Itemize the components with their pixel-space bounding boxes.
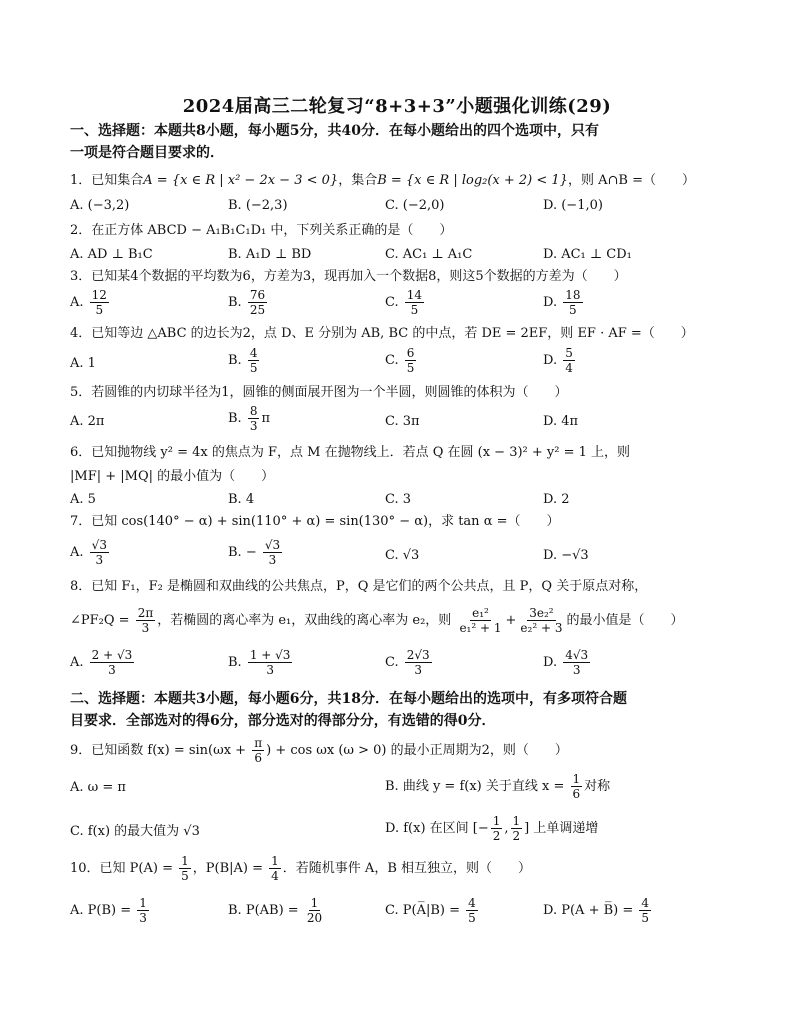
q8-angle-fraction: [136, 606, 156, 635]
q7-a-num: √3: [91, 538, 107, 552]
q3-c-num: 14: [406, 288, 423, 302]
q9-b-num: 1: [572, 772, 581, 786]
q1-option-c: C. (−2,0): [385, 198, 445, 213]
q3-d-fraction: [563, 288, 582, 317]
q8-f1-den: e₁² + 1: [459, 621, 502, 635]
q1-set-a: A = {x ∈ R | x² − 2x − 3 < 0}: [143, 173, 339, 188]
q6-option-a: A. 5: [70, 492, 96, 507]
q8-a-fraction: [90, 648, 135, 677]
q5-option-a: A. 2π: [70, 414, 105, 429]
section-2-heading-line2: 目要求．全部选对的得6分，部分选对的得部分分，有选错的得0分．: [70, 713, 496, 729]
q9-b-den: 6: [572, 787, 581, 801]
q1-stem-post: ，则 A∩B =（ ）: [567, 173, 695, 188]
q10-option-b: [228, 896, 326, 925]
q4-d-num: 5: [565, 346, 573, 360]
question-2-stem: 2．在正方体 ABCD − A₁B₁C₁D₁ 中，下列关系正确的是（ ）: [70, 223, 453, 238]
q5-b-pi: π: [261, 411, 271, 426]
q9-option-a: A. ω = π: [70, 780, 126, 795]
q4-option-a: A. 1: [70, 356, 96, 371]
q9-option-c: C. f(x) 的最大值为 √3: [70, 824, 200, 839]
q8-stem-post: 的最小值是（ ）: [566, 613, 684, 628]
q7-a-fraction: [90, 538, 109, 567]
q3-b-num: 76: [249, 288, 266, 302]
q3-a-label: A.: [70, 295, 84, 310]
q9-b-pre: B. 曲线 y = f(x) 关于直线 x =: [385, 779, 565, 794]
q1-stem-pre: 1．已知集合: [70, 173, 144, 188]
question-8-stem-line2: [70, 606, 730, 635]
q3-d-den: 5: [569, 303, 577, 317]
q2-option-c: C. AC₁ ⊥ A₁C: [385, 247, 473, 262]
q4-option-b: [228, 346, 261, 375]
q8-angle-den: 3: [141, 621, 150, 635]
q10-stem-post: ．若随机事件 A，B 相互独立，则（ ）: [282, 861, 532, 876]
q10-d-num: 4: [641, 896, 650, 910]
q9-d-post: ] 上单调递增: [524, 821, 599, 836]
q5-option-d: D. 4π: [543, 414, 579, 429]
q3-b-label: B.: [228, 295, 242, 310]
section-1-heading: [70, 120, 730, 164]
q6-option-c: C. 3: [385, 492, 412, 507]
q8-angle-label: ∠PF₂Q =: [70, 613, 130, 628]
q7-b-num: √3: [264, 538, 281, 552]
q10-pa-den: 5: [181, 869, 189, 883]
q6-option-d: D. 2: [543, 492, 570, 507]
q4-c-fraction: [405, 346, 417, 375]
q7-option-c: C. √3: [385, 548, 420, 563]
q8-expr-fraction-2: [518, 606, 564, 635]
question-6-stem-line2: |MF| + |MQ| 的最小值为（ ）: [70, 469, 275, 484]
section-2-heading: [70, 688, 730, 732]
q8-c-fraction: [405, 648, 432, 677]
page-title: 2024届高三二轮复习“8+3+3”小题强化训练(29): [182, 96, 612, 117]
q8-option-d: [543, 648, 592, 677]
q4-c-label: C.: [385, 353, 399, 368]
q7-b-fraction: [263, 538, 282, 567]
q9-d-fraction-2: [511, 814, 523, 843]
q4-b-fraction: [248, 346, 260, 375]
q3-c-fraction: [405, 288, 424, 317]
question-1-stem: [70, 172, 730, 190]
q9-option-d: [385, 814, 598, 843]
q4-d-label: D.: [543, 353, 558, 368]
q10-option-a: [70, 896, 151, 925]
q3-d-num: 18: [565, 288, 581, 302]
q10-option-c: [385, 896, 480, 925]
q7-option-a: [70, 538, 111, 567]
q10-stem-mid: ，P(B|A) =: [192, 861, 264, 876]
q9-b-fraction: [571, 772, 583, 801]
q1-option-a: A. (−3,2): [70, 198, 130, 213]
q10-option-d: [543, 896, 653, 925]
q8-angle-num: 2π: [137, 606, 154, 620]
q8-option-a: [70, 648, 136, 677]
q2-option-d: D. AC₁ ⊥ CD₁: [543, 247, 632, 262]
q4-d-fraction: [563, 346, 575, 375]
q9-d-sep: ,: [504, 821, 509, 836]
question-4-stem: 4．已知等边 △ABC 的边长为2，点 D、E 分别为 AB, BC 的中点，若 DE = 2EF，则 EF · AF =（ ）: [70, 326, 694, 341]
q10-pba-fraction: [269, 854, 281, 883]
q8-c-num: 2√3: [406, 648, 430, 662]
q1-option-b: B. (−2,3): [228, 198, 288, 213]
q9-d-num2: 1: [512, 814, 521, 828]
q8-f2-num: 3e₂²: [529, 606, 554, 620]
q3-c-den: 5: [410, 303, 419, 317]
q10-pba-num: 1: [271, 854, 279, 868]
q3-a-num: 12: [91, 288, 107, 302]
q8-d-label: D.: [543, 655, 558, 670]
q10-d-den: 5: [641, 911, 650, 925]
q3-a-den: 5: [95, 303, 104, 317]
q9-d-fraction-1: [491, 814, 503, 843]
q9-d-pre: D. f(x) 在区间 [−: [385, 821, 489, 836]
q4-d-den: 4: [565, 361, 573, 375]
q8-stem-mid: ，若椭圆的离心率为 e₁，双曲线的离心率为 e₂，则: [157, 613, 452, 628]
q10-c-num: 4: [468, 896, 476, 910]
q8-a-den: 3: [108, 663, 116, 677]
q1-set-b: B = {x ∈ R | log₂(x + 2) < 1}: [377, 173, 568, 188]
q8-b-den: 3: [266, 663, 274, 677]
q4-b-den: 5: [249, 361, 258, 375]
q4-option-d: [543, 346, 577, 375]
question-10-stem: [70, 854, 730, 883]
q1-stem-mid: ，集合: [338, 173, 378, 188]
q4-c-den: 5: [406, 361, 415, 375]
q9-b-post: 对称: [584, 779, 611, 794]
q8-b-fraction: [248, 648, 293, 677]
section-1-heading-line2: 一项是符合题目要求的．: [70, 145, 224, 161]
q2-option-a: A. AD ⊥ B₁C: [70, 247, 153, 262]
q10-c-fraction: [466, 896, 478, 925]
q8-b-label: B.: [228, 655, 242, 670]
q5-b-den: 3: [249, 419, 258, 433]
question-7-stem: 7．已知 cos(140° − α) + sin(110° + α) = sin(130° − α)，求 tan α =（ ）: [70, 514, 560, 529]
q9-d-num1: 1: [492, 814, 501, 828]
q3-c-label: C.: [385, 295, 399, 310]
q8-expr-fraction-1: [457, 606, 503, 635]
q3-a-fraction: [90, 288, 109, 317]
q8-f1-num: e₁²: [472, 606, 489, 620]
q8-d-den: 3: [572, 663, 581, 677]
q7-a-label: A.: [70, 545, 84, 560]
question-3-stem: 3．已知某4个数据的平均数为6，方差为3，现再加入一个数据8，则这5个数据的方差为（ ）: [70, 269, 627, 284]
q10-a-pre: A. P(B) =: [70, 903, 132, 918]
q10-d-fraction: [639, 896, 651, 925]
q10-a-num: 1: [139, 896, 147, 910]
section-1-heading-line1: 一、选择题：本题共8小题，每小题5分，共40分．在每小题给出的四个选项中，只有: [70, 123, 599, 139]
q10-c-pre: C. P(A̅|B) =: [385, 903, 460, 918]
q7-b-label: B. −: [228, 545, 257, 560]
q8-d-fraction: [563, 648, 590, 677]
q10-a-fraction: [137, 896, 149, 925]
q1-option-d: D. (−1,0): [543, 198, 603, 213]
q3-option-c: [385, 288, 426, 317]
q4-option-c: [385, 346, 418, 375]
q3-b-fraction: [248, 288, 267, 317]
q9-stem-pre: 9．已知函数 f(x) = sin(ωx +: [70, 743, 247, 758]
q8-a-label: A.: [70, 655, 84, 670]
q8-a-num: 2 + √3: [91, 648, 133, 662]
q8-c-den: 3: [414, 663, 423, 677]
question-8-stem-line1: 8．已知 F₁，F₂ 是椭圆和双曲线的公共焦点，P，Q 是它们的两个公共点，且 P，Q 关于原点对称，: [70, 579, 648, 594]
question-9-stem: [70, 736, 730, 765]
q7-option-d: D. −√3: [543, 548, 589, 563]
q5-b-num: 8: [249, 404, 258, 418]
q10-b-pre: B. P(AB) =: [228, 903, 299, 918]
q9-stem-post: ) + cos ωx (ω > 0) 的最小正周期为2，则（ ）: [266, 743, 568, 758]
q3-option-d: [543, 288, 585, 317]
q10-pa-fraction: [179, 854, 191, 883]
q10-d-pre: D. P(A + B̅) =: [543, 903, 634, 918]
q7-option-b: [228, 538, 284, 567]
question-6-stem-line1: 6．已知抛物线 y² = 4x 的焦点为 F，点 M 在抛物线上．若点 Q 在圆 (x − 3)² + y² = 1 上，则: [70, 445, 631, 460]
q8-b-num: 1 + √3: [249, 648, 291, 662]
q9-option-b: [385, 772, 610, 801]
q3-b-den: 25: [249, 303, 266, 317]
q5-b-label: B.: [228, 411, 242, 426]
q8-d-num: 4√3: [565, 648, 589, 662]
q5-option-b: [228, 404, 270, 433]
q4-c-num: 6: [406, 346, 415, 360]
q3-option-a: [70, 288, 111, 317]
q9-pi-den: 6: [254, 751, 262, 765]
q10-b-fraction: [305, 896, 324, 925]
q4-b-label: B.: [228, 353, 242, 368]
q10-stem-pre: 10．已知 P(A) =: [70, 861, 173, 876]
q9-pi-num: π: [254, 736, 263, 750]
q8-option-c: [385, 648, 434, 677]
q9-pi-fraction: [252, 736, 264, 765]
section-2-heading-line1: 二、选择题：本题共3小题，每小题6分，共18分．在每小题给出的选项中，有多项符合题: [70, 691, 627, 707]
q3-d-label: D.: [543, 295, 558, 310]
q10-b-den: 20: [306, 911, 323, 925]
q5-b-fraction: [248, 404, 260, 433]
q8-c-label: C.: [385, 655, 399, 670]
q8-option-b: [228, 648, 294, 677]
q10-pa-num: 1: [181, 854, 189, 868]
q8-f2-den: e₂² + 3: [520, 621, 563, 635]
q3-option-b: [228, 288, 269, 317]
q9-d-den1: 2: [492, 829, 501, 843]
q10-b-num: 1: [310, 896, 319, 910]
q10-c-den: 5: [468, 911, 476, 925]
q9-d-den2: 2: [512, 829, 521, 843]
q8-plus: +: [505, 613, 517, 628]
q6-option-b: B. 4: [228, 492, 255, 507]
q4-b-num: 4: [249, 346, 258, 360]
question-5-stem: 5．若圆锥的内切球半径为1，圆锥的侧面展开图为一个半圆，则圆锥的体积为（ ）: [70, 385, 568, 400]
q7-a-den: 3: [95, 553, 104, 567]
q7-b-den: 3: [268, 553, 277, 567]
q2-option-b: B. A₁D ⊥ BD: [228, 247, 312, 262]
q10-pba-den: 4: [271, 869, 279, 883]
q5-option-c: C. 3π: [385, 414, 420, 429]
q10-a-den: 3: [139, 911, 147, 925]
